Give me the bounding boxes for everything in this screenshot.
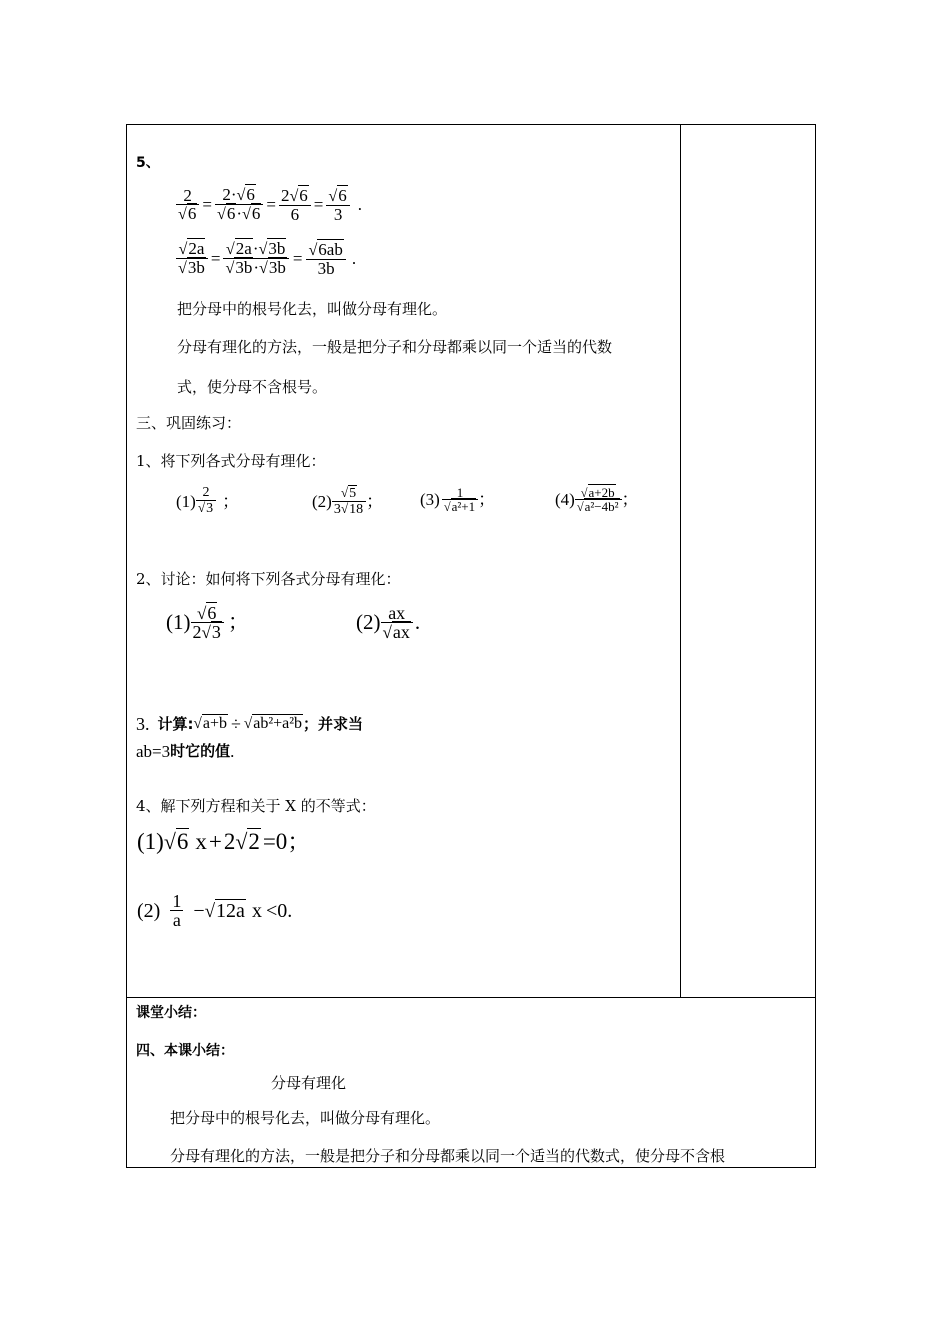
question-3-line-1: 3. 计算 : √a+b ÷ √ab²+a²b ；并求当 [136, 714, 364, 734]
summary-heading: 四、本课小结： [136, 1043, 234, 1059]
table-border-top [126, 124, 816, 125]
question-1-item-4: (4) $\frac{√a+2b}{\text{√a²−4b²}}$ ； [555, 485, 639, 515]
fraction: $\frac{2\cdot√6}{√6\cdot√6}$ [215, 186, 263, 223]
fraction: $\frac{√2a}{√3b}$ [176, 240, 208, 277]
fraction: $\frac{√5}{3√18}$ [332, 486, 366, 517]
fraction: $\frac{1}{a}$ [172, 891, 182, 930]
summary-topic: 分母有理化 [271, 1074, 347, 1092]
question-4-label: 4、解下列方程和关于 X 的不等式： [136, 797, 376, 815]
question-1-label: 1、将下列各式分母有理化： [136, 452, 326, 470]
fraction: $\frac{ax}{√ax}$ [381, 604, 413, 641]
table-border-right [815, 124, 816, 1168]
summary-definition: 把分母中的根号化去，叫做分母有理化。 [170, 1109, 441, 1127]
fraction: $\frac{2}{√3}$ [196, 486, 216, 516]
question-1-item-1: (1) $\frac{2}{√3}$ ； [176, 485, 240, 516]
row-divider [126, 997, 816, 998]
table-border-left [126, 124, 127, 1168]
question-1-item-2: (2) $\frac{√5}{3√18}$ ； [312, 485, 384, 517]
fraction: $\frac{√2a\cdot√3b}{√3b\cdot√3b}$ [223, 240, 288, 277]
column-divider [680, 124, 681, 998]
method-text-line2: 式，使分母不含根号。 [177, 378, 328, 396]
question-2-item-1: (1) $\frac{√6}{2√3}$ ； [166, 603, 249, 643]
question-2-item-2: (2) $\frac{ax}{√ax}$ . [356, 603, 421, 642]
equation-rationalize-root2a-over-root3b: $\frac{√2a}{√3b}$ = $\frac{√2a\cdot√3b}{√3b\cdot√3b}$ = $\frac{√6ab}{3b}$ . [178, 239, 357, 278]
fraction: $\frac{2√6}{6}$ [279, 187, 311, 223]
definition-text: 把分母中的根号化去，叫做分母有理化。 [177, 300, 448, 318]
fraction: $\frac{√6}{2√3}$ [191, 604, 224, 641]
fraction: $\frac{1}{\text{√a²+1}}$ [442, 486, 478, 513]
summary-method: 分母有理化的方法，一般是把分子和分母都乘以同一个适当的代数式，使分母不含根 [170, 1147, 726, 1165]
method-text-line1: 分母有理化的方法，一般是把分子和分母都乘以同一个适当的代数 [177, 338, 613, 356]
section-5-label: 5、 [136, 155, 160, 171]
question-1-item-3: (3) $\frac{1}{\text{√a²+1}}$ ； [420, 485, 496, 514]
summary-title: 课堂小结： [136, 1005, 206, 1021]
question-3-line-2: ab=3 时它的值 . [136, 742, 235, 761]
question-2-label: 2、讨论：如何将下列各式分母有理化： [136, 570, 401, 588]
practice-heading: 三、巩固练习： [136, 414, 242, 432]
equation-rationalize-2-over-root6: $\frac{2}{√6}$ = $\frac{2\cdot√6}{√6\cdot√6}$ = $\frac{2√6}{6}$ = $\frac{√6}{3}$ . [178, 185, 362, 224]
question-4-inequality-2: (2) $\frac{1}{a}$ − √12a x <0. [137, 891, 293, 930]
fraction: $\frac{2}{√6}$ [176, 187, 199, 223]
question-4-equation-1: (1) √6 x + 2 √2 =0； [137, 829, 311, 855]
table-border-bottom [126, 1167, 816, 1168]
fraction: $\frac{√6}{3}$ [326, 187, 349, 223]
fraction: $\frac{√6ab}{3b}$ [306, 241, 345, 277]
fraction: $\frac{√a+2b}{\text{√a²−4b²}}$ [575, 486, 622, 514]
